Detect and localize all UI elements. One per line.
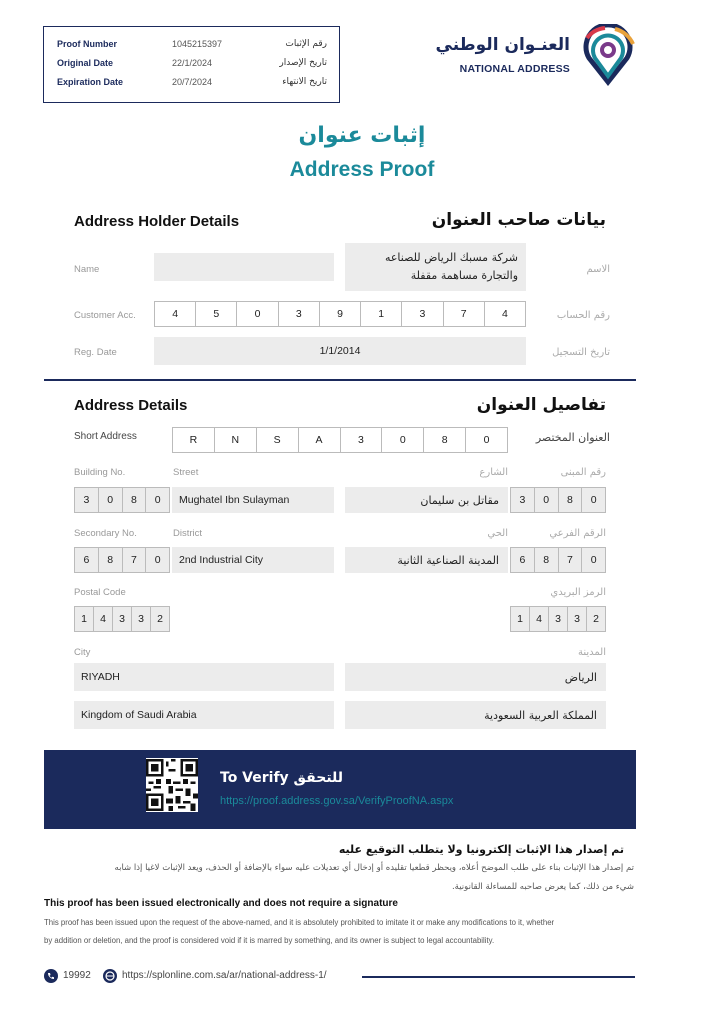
postal-digit-cell: 2	[586, 606, 606, 632]
account-digit-cell: 5	[195, 301, 236, 327]
secondary-digit-cell: 0	[581, 547, 606, 573]
postal-code-cells-ar	[510, 606, 606, 632]
footer-line	[362, 976, 635, 978]
reg-date-field	[154, 337, 526, 365]
footer-phone[interactable]: 19992	[63, 970, 91, 981]
verify-link[interactable]: https://proof.address.gov.sa/VerifyProofNA.aspx	[220, 795, 454, 807]
building-digit-cell: 8	[558, 487, 582, 513]
secondary-number-cells-en	[74, 547, 170, 573]
account-digit-cell: 7	[443, 301, 484, 327]
secondary-label: Secondary No.	[74, 528, 137, 539]
building-digit-cell: 3	[74, 487, 98, 513]
name-label: Name	[74, 264, 100, 275]
account-digit-cell: 3	[401, 301, 442, 327]
account-digit-cell: 4	[154, 301, 195, 327]
building-digit-cell: 0	[534, 487, 558, 513]
short-address-char-cell: 0	[465, 427, 508, 453]
district-label: District	[173, 528, 203, 539]
postal-digit-cell: 1	[74, 606, 93, 632]
account-label: Customer Acc.	[74, 310, 136, 321]
postal-code-cells-en	[74, 606, 170, 632]
verify-banner	[44, 750, 636, 829]
short-address-label: Short Address	[74, 431, 137, 442]
short-address-char-cell: 8	[423, 427, 465, 453]
street-label: Street	[173, 467, 199, 478]
notice-body-en-line1: This proof has been issued upon the request of the above-named, and it is absolutely prohibited to imitate it or make any modifications to it, whether	[44, 918, 555, 927]
short-address-char-cell: N	[214, 427, 256, 453]
country-field-ar	[345, 701, 606, 729]
city-value-en: RIYADH	[81, 671, 120, 683]
name-value-ar-line2: والتجارة مساهمة مقفلة	[410, 269, 518, 282]
postal-label-ar: الرمز البريدي	[550, 587, 606, 598]
original-date-label-ar: تاريخ الإصدار	[279, 58, 327, 68]
postal-digit-cell: 3	[131, 606, 150, 632]
proof-number-row	[44, 39, 339, 57]
postal-digit-cell: 2	[150, 606, 170, 632]
phone-icon	[44, 969, 58, 983]
reg-date-label-ar: تاريخ التسجيل	[552, 347, 610, 358]
building-digit-cell: 3	[510, 487, 534, 513]
holder-heading-en: Address Holder Details	[74, 213, 240, 230]
building-label: Building No.	[74, 467, 126, 478]
name-field-ar	[345, 243, 526, 291]
building-digit-cell: 0	[145, 487, 170, 513]
secondary-digit-cell: 6	[510, 547, 534, 573]
national-address-logo-icon	[575, 24, 641, 86]
country-field-en	[74, 701, 334, 729]
account-digit-cell: 3	[278, 301, 319, 327]
secondary-digit-cell: 8	[534, 547, 558, 573]
notice-body-ar-line2: شيء من ذلك، كما يعرض صاحبه للمساءلة القانونية.	[451, 882, 634, 892]
city-label-ar: المدينة	[577, 647, 606, 658]
postal-digit-cell: 3	[112, 606, 131, 632]
reg-date-value: 1/1/2014	[319, 345, 361, 357]
short-address-char-cell: 3	[340, 427, 382, 453]
building-digit-cell: 0	[581, 487, 606, 513]
short-address-char-cell: 0	[381, 427, 423, 453]
account-digit-cell: 9	[319, 301, 360, 327]
expiration-date-row	[44, 77, 339, 95]
secondary-digit-cell: 8	[98, 547, 122, 573]
proof-info-box	[43, 26, 340, 103]
account-digit-cell: 0	[236, 301, 277, 327]
name-field-en	[154, 253, 334, 281]
original-date-label: Original Date	[57, 58, 114, 68]
district-field-en	[172, 547, 334, 573]
city-field-ar	[345, 663, 606, 691]
holder-heading-ar: بيانات صاحب العنوان	[431, 210, 606, 230]
district-field-ar	[345, 547, 508, 573]
notice-body-en-line2: by addition or deletion, and the proof is considered void if it is marred by something, and its owner is subject to legal accountability.	[44, 936, 495, 945]
proof-number-value: 1045215397	[172, 39, 223, 49]
city-label: City	[74, 647, 91, 658]
postal-digit-cell: 3	[548, 606, 567, 632]
district-label-ar: الحي	[487, 528, 508, 539]
account-number-cells	[154, 301, 526, 327]
name-value-ar-line1: شركة مسبك الرياض للصناعه	[384, 251, 518, 264]
street-value-en: Mughatel Ibn Sulayman	[179, 494, 290, 506]
district-value-ar: المدينة الصناعية الثانية	[397, 553, 499, 567]
account-digit-cell: 4	[484, 301, 526, 327]
building-label-ar: رقم المبنى	[560, 467, 606, 478]
original-date-value: 22/1/2024	[172, 58, 213, 68]
address-heading-ar: تفاصيل العنوان	[476, 395, 606, 415]
secondary-digit-cell: 7	[122, 547, 146, 573]
secondary-number-cells-ar	[510, 547, 606, 573]
verify-title: To Verify للتحقق	[220, 770, 344, 786]
short-address-char-cell: A	[298, 427, 340, 453]
qr-code-icon[interactable]	[146, 758, 198, 812]
name-label-ar: الاسم	[586, 264, 610, 275]
page-title-english: Address Proof	[289, 158, 435, 181]
proof-number-label-ar: رقم الإثبات	[285, 39, 327, 49]
reg-date-label: Reg. Date	[74, 347, 117, 358]
street-field-en	[172, 487, 334, 513]
web-icon	[103, 969, 117, 983]
postal-digit-cell: 4	[529, 606, 548, 632]
section-divider	[44, 379, 636, 381]
address-heading-en: Address Details	[74, 397, 188, 414]
street-field-ar	[345, 487, 508, 513]
expiration-date-label: Expiration Date	[57, 77, 124, 87]
proof-number-label: Proof Number	[57, 39, 118, 49]
postal-digit-cell: 4	[93, 606, 112, 632]
notice-body-ar-line1: تم إصدار هذا الإثبات بناء على طلب الموضح أعلاه، ويحظر قطعيا تقليده أو إدخال أي تعديلات عليه سواء بالإضافة أو الحذف، ويعد الإثبات لاغيا إذا شابه	[114, 863, 634, 873]
district-value-en: 2nd Industrial City	[179, 554, 264, 566]
secondary-digit-cell: 6	[74, 547, 98, 573]
street-value-ar: مقاتل بن سليمان	[420, 493, 499, 507]
page-title-arabic: إثبات عنوان	[298, 123, 426, 148]
building-number-cells-ar	[510, 487, 606, 513]
expiration-date-label-ar: تاريخ الانتهاء	[282, 77, 327, 87]
account-digit-cell: 1	[360, 301, 401, 327]
short-address-char-cell: R	[172, 427, 214, 453]
logo-arabic-text: العنـوان الوطني	[435, 35, 570, 55]
original-date-row	[44, 58, 339, 76]
logo-english-text: NATIONAL ADDRESS	[459, 63, 570, 75]
street-label-ar: الشارع	[479, 467, 508, 478]
building-digit-cell: 8	[122, 487, 146, 513]
building-digit-cell: 0	[98, 487, 122, 513]
secondary-label-ar: الرقم الفرعي	[549, 528, 606, 539]
notice-title-ar: تم إصدار هذا الإثبات إلكترونيا ولا يتطلب التوقيع عليه	[338, 843, 624, 856]
footer-url[interactable]: https://splonline.com.sa/ar/national-address-1/	[122, 970, 327, 981]
short-address-label-ar: العنوان المختصر	[535, 431, 610, 444]
short-address-char-cell: S	[256, 427, 298, 453]
postal-digit-cell: 1	[510, 606, 529, 632]
secondary-digit-cell: 0	[145, 547, 170, 573]
postal-digit-cell: 3	[567, 606, 586, 632]
country-value-ar: المملكة العربية السعودية	[484, 708, 597, 722]
account-label-ar: رقم الحساب	[556, 310, 610, 321]
notice-title-en: This proof has been issued electronically and does not require a signature	[44, 898, 398, 909]
secondary-digit-cell: 7	[558, 547, 582, 573]
country-value-en: Kingdom of Saudi Arabia	[81, 709, 197, 721]
city-value-ar: الرياض	[564, 670, 597, 684]
postal-label: Postal Code	[74, 587, 126, 598]
short-address-cells	[172, 427, 508, 453]
city-field-en	[74, 663, 334, 691]
expiration-date-value: 20/7/2024	[172, 77, 213, 87]
building-number-cells-en	[74, 487, 170, 513]
